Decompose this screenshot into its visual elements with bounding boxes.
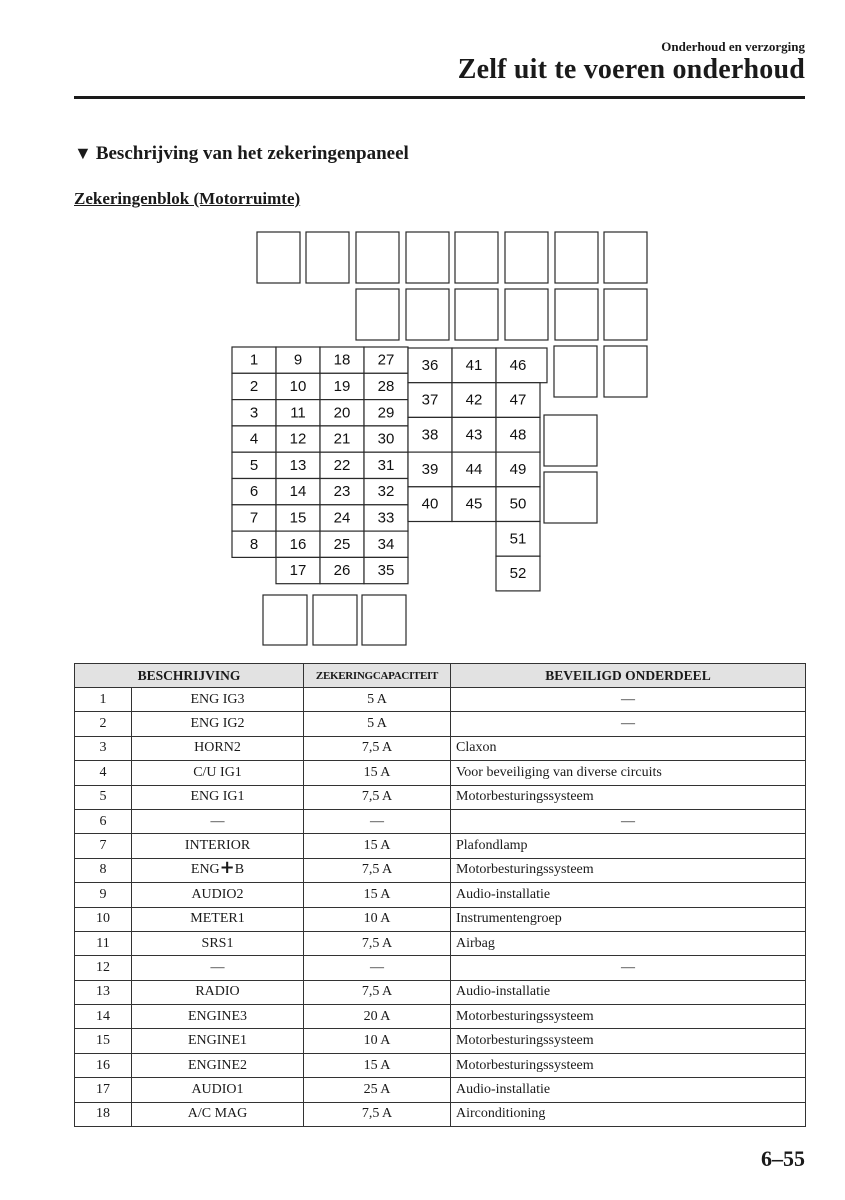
fuse-description-cell: ENGINE3 xyxy=(132,1005,304,1029)
table-row xyxy=(75,785,806,809)
fuse-number-label: 48 xyxy=(509,426,527,444)
blank-fuse-slot xyxy=(604,232,647,283)
fuse-capacity-cell: — xyxy=(304,809,451,833)
fuse-number-cell: 10 xyxy=(75,907,132,931)
fuse-number-label: 18 xyxy=(333,351,351,369)
fuse-number-label: 6 xyxy=(249,483,259,501)
table-row xyxy=(75,1053,806,1077)
fuse-capacity-cell: 15 A xyxy=(304,1053,451,1077)
table-row xyxy=(75,931,806,955)
blank-fuse-slot xyxy=(455,232,498,283)
blank-fuse-slot xyxy=(406,289,449,340)
subsection-title: Zekeringenblok (Motorruimte) xyxy=(74,189,301,208)
blank-fuse-slot xyxy=(555,232,598,283)
blank-fuse-slot xyxy=(604,289,647,340)
fuse-number-label: 1 xyxy=(249,351,259,369)
fuse-number-label: 32 xyxy=(377,483,395,501)
protected-part-cell: Motorbesturingssysteem xyxy=(451,1029,806,1053)
fuse-number-cell: 2 xyxy=(75,712,132,736)
fuse-number-label: 39 xyxy=(421,460,439,478)
fuse-number-label: 3 xyxy=(249,404,259,422)
table-row xyxy=(75,858,806,882)
fuse-number-cell: 12 xyxy=(75,956,132,980)
protected-part-cell: Instrumentengroep xyxy=(451,907,806,931)
table-row xyxy=(75,883,806,907)
protected-part-cell: Claxon xyxy=(451,736,806,760)
fuse-description-cell: METER1 xyxy=(132,907,304,931)
fuse-description-cell: RADIO xyxy=(132,980,304,1004)
fuse-number-cell: 15 xyxy=(75,1029,132,1053)
blank-fuse-slot xyxy=(263,595,307,645)
fuse-number-cell: 6 xyxy=(75,809,132,833)
fuse-number-label: 5 xyxy=(249,456,259,474)
fuse-number-label: 46 xyxy=(509,356,527,374)
table-row xyxy=(75,1102,806,1126)
fuse-description-cell: ENGINE2 xyxy=(132,1053,304,1077)
fuse-description-cell: — xyxy=(132,809,304,833)
fuse-number-cell: 4 xyxy=(75,761,132,785)
fuse-number-label: 8 xyxy=(249,535,259,553)
fuse-capacity-cell: 15 A xyxy=(304,834,451,858)
blank-fuse-slot xyxy=(555,289,598,340)
fuse-number-label: 34 xyxy=(377,535,395,553)
fuse-description-cell: ENG IG3 xyxy=(132,688,304,712)
blank-fuse-slot xyxy=(544,415,597,466)
blank-fuse-slot xyxy=(356,289,399,340)
fuse-number-label: 19 xyxy=(333,377,351,395)
blank-fuse-slot xyxy=(505,289,548,340)
fuse-capacity-cell: 7,5 A xyxy=(304,980,451,1004)
protected-part-cell: Airbag xyxy=(451,931,806,955)
blank-fuse-slot xyxy=(455,289,498,340)
fuse-number-cell: 13 xyxy=(75,980,132,1004)
fuse-description-cell: — xyxy=(132,956,304,980)
protected-part-cell: Airconditioning xyxy=(451,1102,806,1126)
protected-part-cell: Motorbesturingssysteem xyxy=(451,1053,806,1077)
fuse-number-label: 20 xyxy=(333,404,351,422)
protected-part-cell: — xyxy=(451,809,806,833)
table-row xyxy=(75,809,806,833)
fuse-description-cell: SRS1 xyxy=(132,931,304,955)
fuse-number-label: 49 xyxy=(509,460,527,478)
fuse-number-label: 35 xyxy=(377,562,395,580)
fuse-number-label: 37 xyxy=(421,391,439,409)
fuse-number-label: 27 xyxy=(377,351,395,369)
fuse-table-header xyxy=(75,664,806,688)
table-row xyxy=(75,736,806,760)
blank-fuse-slot xyxy=(362,595,406,645)
protected-part-cell: Audio-installatie xyxy=(451,980,806,1004)
fuse-number-label: 24 xyxy=(333,509,351,527)
fuse-capacity-cell: 25 A xyxy=(304,1078,451,1102)
fuse-number-cell: 14 xyxy=(75,1005,132,1029)
fuse-description-cell: ENG+B xyxy=(132,858,304,882)
protected-part-cell: — xyxy=(451,956,806,980)
fuse-capacity-cell: 10 A xyxy=(304,1029,451,1053)
fuse-number-cell: 16 xyxy=(75,1053,132,1077)
fuse-description-cell: AUDIO1 xyxy=(132,1078,304,1102)
fuse-number-label: 42 xyxy=(465,391,483,409)
table-row xyxy=(75,761,806,785)
header-description: BESCHRIJVING xyxy=(75,664,304,688)
protected-part-cell: Audio-installatie xyxy=(451,1078,806,1102)
table-row xyxy=(75,1029,806,1053)
fuse-number-label: 36 xyxy=(421,356,439,374)
fuse-number-label: 25 xyxy=(333,535,351,553)
protected-part-cell: Voor beveiliging van diverse circuits xyxy=(451,761,806,785)
fuse-description-cell: INTERIOR xyxy=(132,834,304,858)
blank-fuse-slot xyxy=(313,595,357,645)
fuse-capacity-cell: 7,5 A xyxy=(304,736,451,760)
table-row xyxy=(75,1078,806,1102)
fuse-number-label: 33 xyxy=(377,509,395,527)
fuse-number-label: 31 xyxy=(377,456,395,474)
fuse-number-label: 9 xyxy=(293,351,303,369)
fuse-number-label: 2 xyxy=(249,377,259,395)
fuse-number-label: 21 xyxy=(333,430,351,448)
fuse-number-label: 45 xyxy=(465,495,483,513)
fuse-number-label: 15 xyxy=(289,509,307,527)
fuse-number-label: 40 xyxy=(421,495,439,513)
fuse-number-cell: 5 xyxy=(75,785,132,809)
protected-part-cell: — xyxy=(451,688,806,712)
fuse-number-label: 44 xyxy=(465,460,483,478)
fuse-number-cell: 18 xyxy=(75,1102,132,1126)
protected-part-cell: — xyxy=(451,712,806,736)
fuse-number-label: 12 xyxy=(289,430,307,448)
blank-fuse-slot xyxy=(604,346,647,397)
fuse-description-cell: HORN2 xyxy=(132,736,304,760)
blank-fuse-slot xyxy=(356,232,399,283)
fuse-number-label: 14 xyxy=(289,483,307,501)
fuse-table xyxy=(74,663,806,1127)
fuse-capacity-cell: 5 A xyxy=(304,688,451,712)
fuse-capacity-cell: 7,5 A xyxy=(304,931,451,955)
fuse-capacity-cell: 7,5 A xyxy=(304,785,451,809)
fuse-number-cell: 17 xyxy=(75,1078,132,1102)
blank-fuse-slot xyxy=(306,232,349,283)
protected-part-cell: Motorbesturingssysteem xyxy=(451,1005,806,1029)
fuse-number-label: 4 xyxy=(249,430,259,448)
fuse-number-label: 11 xyxy=(290,404,306,422)
fuse-number-label: 26 xyxy=(333,562,351,580)
blank-fuse-slot xyxy=(554,346,597,397)
table-row xyxy=(75,956,806,980)
protected-part-cell: Motorbesturingssysteem xyxy=(451,785,806,809)
plus-icon: + xyxy=(219,857,235,879)
table-row xyxy=(75,712,806,736)
header-capacity: ZEKERINGCAPACITEIT xyxy=(304,664,451,688)
numbered-fuse-grid xyxy=(232,347,547,591)
fuse-description-cell: C/U IG1 xyxy=(132,761,304,785)
table-row xyxy=(75,834,806,858)
fuse-capacity-cell: — xyxy=(304,956,451,980)
fuse-number-label: 7 xyxy=(249,509,259,527)
protected-part-cell: Plafondlamp xyxy=(451,834,806,858)
protected-part-cell: Audio-installatie xyxy=(451,883,806,907)
fuse-number-label: 52 xyxy=(509,565,527,583)
fuse-number-label: 17 xyxy=(289,562,307,580)
fuse-number-label: 51 xyxy=(509,530,527,548)
fuse-number-label: 38 xyxy=(421,426,439,444)
fuse-number-cell: 1 xyxy=(75,688,132,712)
fuse-number-label: 22 xyxy=(333,456,351,474)
fuse-number-label: 41 xyxy=(465,356,483,374)
blank-fuse-slot xyxy=(406,232,449,283)
fuse-capacity-cell: 7,5 A xyxy=(304,858,451,882)
fuse-capacity-cell: 15 A xyxy=(304,761,451,785)
fuse-description-cell: A/C MAG xyxy=(132,1102,304,1126)
fuse-description-cell: ENG IG1 xyxy=(132,785,304,809)
section-title-text: Beschrijving van het zekeringenpaneel xyxy=(95,143,409,164)
page-number: 6–55 xyxy=(761,1146,805,1171)
fuse-description-cell: ENGINE1 xyxy=(132,1029,304,1053)
fuse-number-cell: 9 xyxy=(75,883,132,907)
fuse-capacity-cell: 15 A xyxy=(304,883,451,907)
table-row xyxy=(75,688,806,712)
table-row xyxy=(75,907,806,931)
protected-part-cell: Motorbesturingssysteem xyxy=(451,858,806,882)
fuse-number-label: 29 xyxy=(377,404,395,422)
header-protected-part: BEVEILIGD ONDERDEEL xyxy=(451,664,806,688)
fuse-description-cell: AUDIO2 xyxy=(132,883,304,907)
fuse-capacity-cell: 20 A xyxy=(304,1005,451,1029)
fuse-capacity-cell: 7,5 A xyxy=(304,1102,451,1126)
fuse-number-cell: 3 xyxy=(75,736,132,760)
fuse-number-cell: 11 xyxy=(75,931,132,955)
fuse-number-label: 28 xyxy=(377,377,395,395)
blank-fuse-slot xyxy=(544,472,597,523)
fuse-number-label: 50 xyxy=(509,495,527,513)
fuse-number-label: 13 xyxy=(289,456,307,474)
fuse-number-label: 30 xyxy=(377,430,395,448)
table-row xyxy=(75,980,806,1004)
blank-fuse-slot xyxy=(257,232,300,283)
fuse-number-cell: 7 xyxy=(75,834,132,858)
fuse-number-label: 23 xyxy=(333,483,351,501)
fuse-capacity-cell: 5 A xyxy=(304,712,451,736)
fuse-number-label: 16 xyxy=(289,535,307,553)
fuse-number-label: 10 xyxy=(289,377,307,395)
fuse-capacity-cell: 10 A xyxy=(304,907,451,931)
fuse-number-label: 43 xyxy=(465,426,483,444)
table-row xyxy=(75,1005,806,1029)
blank-fuse-slot xyxy=(505,232,548,283)
triangle-marker-icon: ▼ xyxy=(74,143,92,163)
fuse-number-label: 47 xyxy=(509,391,527,409)
page-title: Zelf uit te voeren onderhoud xyxy=(457,54,805,85)
fuse-number-cell: 8 xyxy=(75,858,132,882)
chapter-heading: Onderhoud en verzorging xyxy=(661,39,805,54)
fuse-description-cell: ENG IG2 xyxy=(132,712,304,736)
